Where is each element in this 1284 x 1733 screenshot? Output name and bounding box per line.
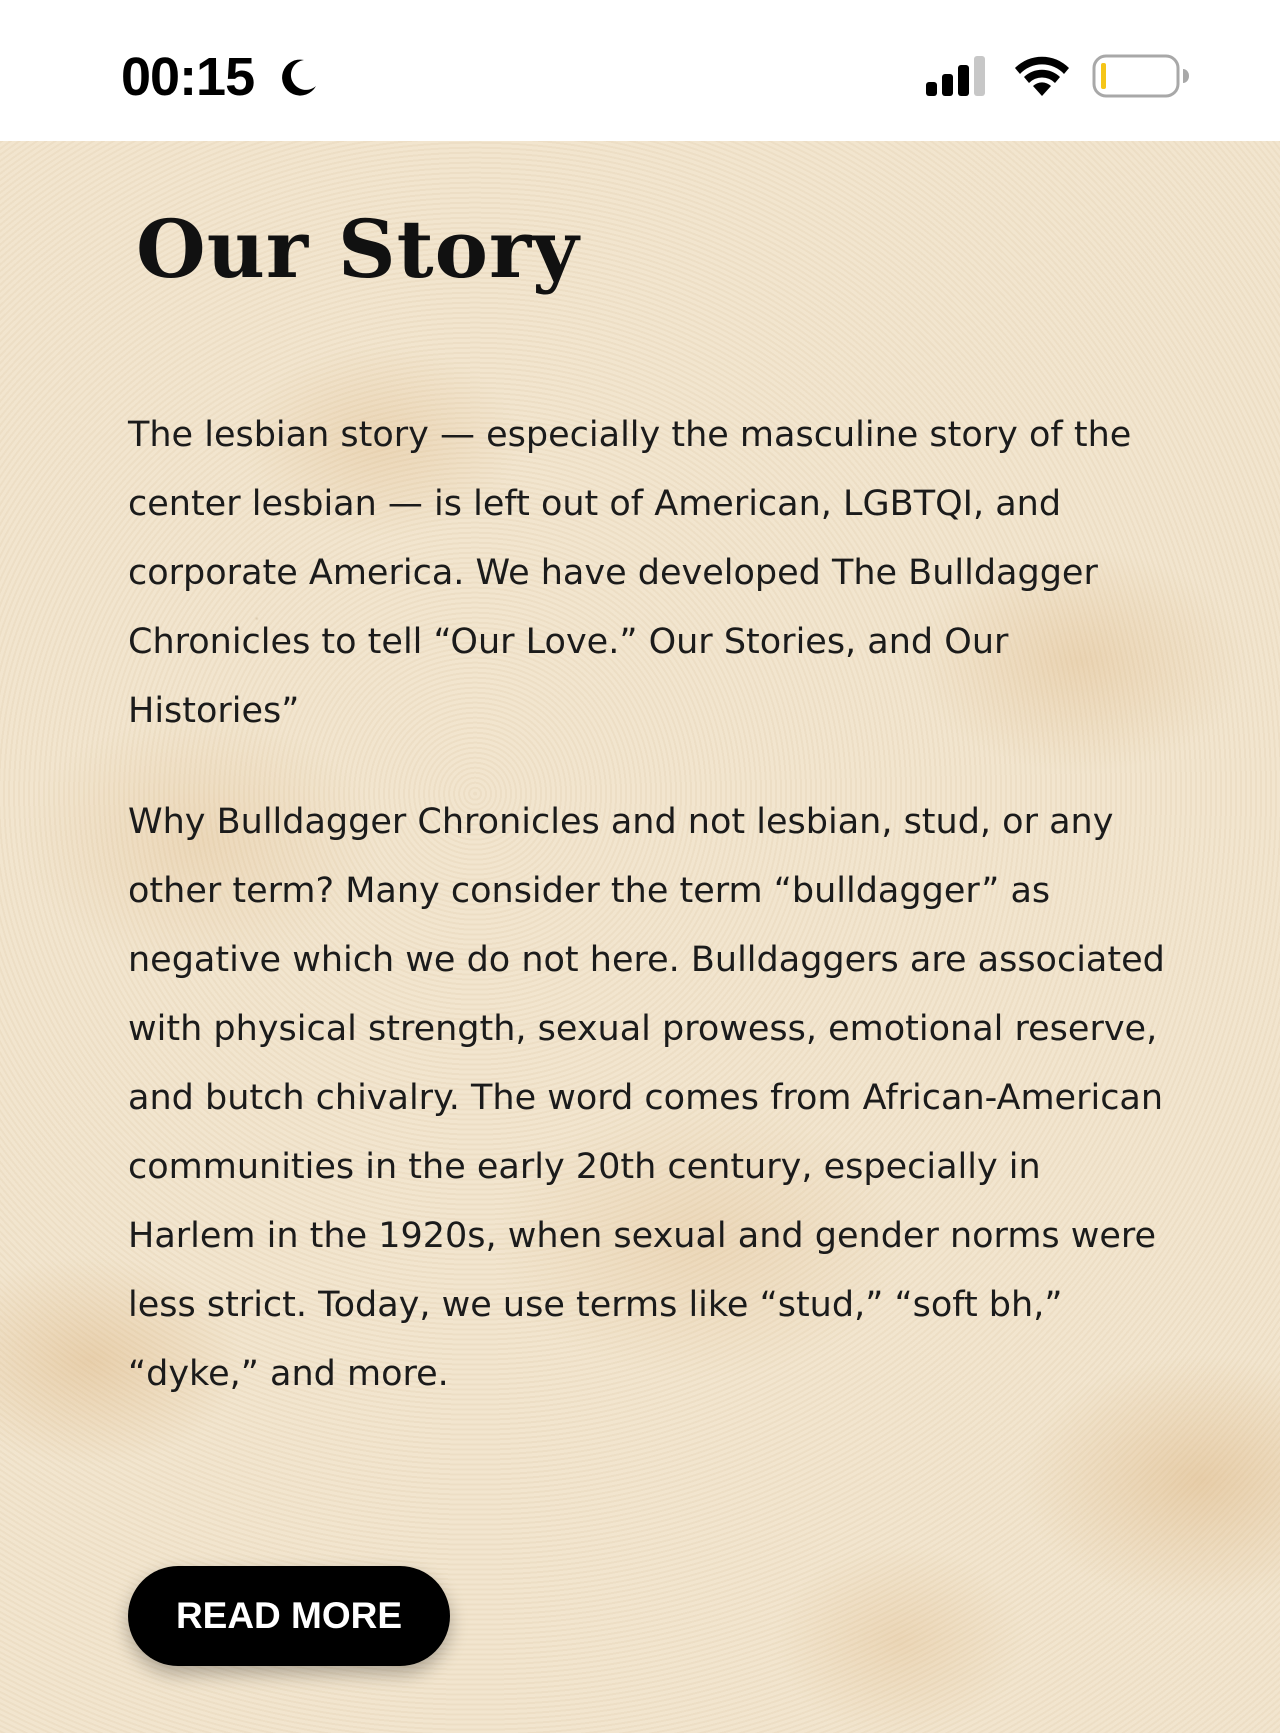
story-section bbox=[0, 141, 1284, 1733]
battery-icon bbox=[1092, 52, 1190, 100]
status-time: 00:15 bbox=[121, 47, 255, 107]
story-paragraph-1: The lesbian story — especially the masculine story of the center lesbian — is left out of American, LGBTQI, and corporate America. We have developed The Bulldagger Chronicles to tell “Our Love.” Our Stories, and Our Histories” bbox=[128, 415, 1132, 731]
page-title: Our Story bbox=[136, 202, 580, 296]
moon-icon bbox=[276, 56, 320, 100]
story-paragraph-2: Why Bulldagger Chronicles and not lesbian, stud, or any other term? Many consider the term “bulldagger” as negative which we do not here. Bulldaggers are associated with physical strength, sexual prowess, emotional reserve, and butch chivalry. The word comes from African-American communities in the early 20th century, especially in Harlem in the 1920s, when sexual and gender norms were less strict. Today, we use terms like “stud,” “soft bh,” “dyke,” and more. bbox=[128, 802, 1165, 1394]
read-more-button[interactable]: READ MORE bbox=[128, 1566, 450, 1666]
wifi-icon bbox=[1012, 52, 1072, 98]
signal-icon bbox=[924, 54, 990, 98]
status-bar bbox=[0, 0, 1284, 141]
